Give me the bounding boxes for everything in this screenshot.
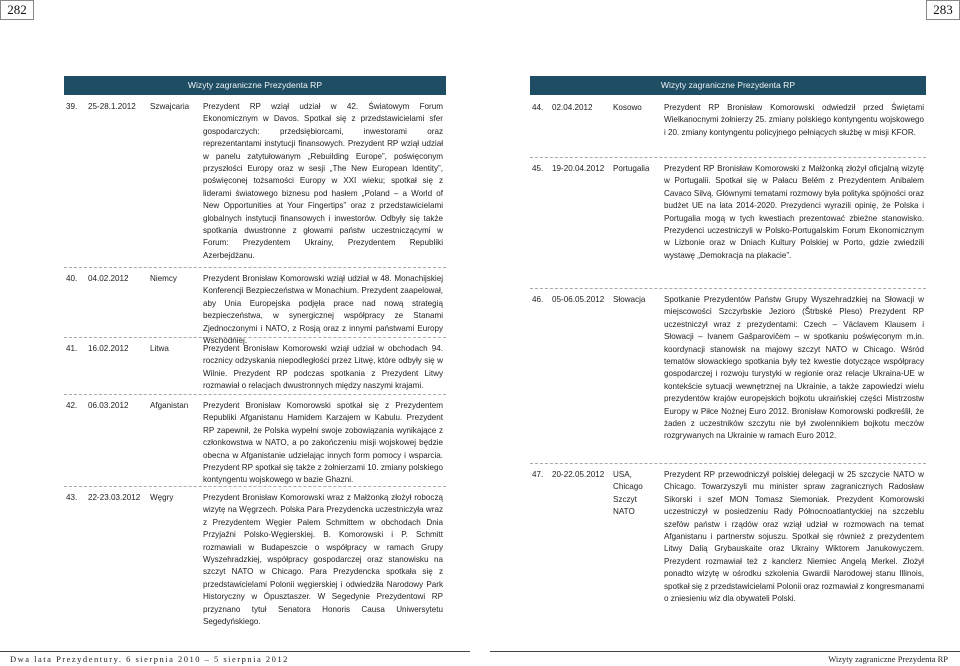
row-date: 20-22.05.2012: [552, 470, 605, 479]
row-divider: [530, 463, 926, 464]
row-number: 47.: [532, 470, 544, 479]
row-divider: [530, 157, 926, 158]
row-description: Prezydent Bronisław Komorowski wraz z Małżonką złożył roboczą wizytę na Węgrzech. Polska Para Prezydencka uczestniczyła wraz z Prezydentem Węgier Palem Schmittem w obchodach Dnia Przyjaźni Polsko-Węgierskiej. B. Komorowski i P. Schmitt rozmawiali w Budapeszcie o współpracy w ramach Grupy Wyszehradzkiej, współpracy gospodarczej oraz stanowisku na szczyt NATO w Chicago. Para Prezydencka spotkała się z przedstawicielami Polonii węgierskiej i odwiedziła Narodowy Park Historyczny w Ópusztaszer. W Segedynie Prezydentowi RP przyznano tytuł Senatora Honoris Causa Uniwersytetu Segedyńskiego.: [203, 493, 443, 627]
row-country: Kosowo: [613, 103, 642, 112]
footer-rule-right: [490, 651, 960, 652]
row-country: Węgry: [150, 493, 174, 502]
row-number: 40.: [66, 274, 78, 283]
row-country: Niemcy: [150, 274, 177, 283]
row-divider: [530, 288, 926, 289]
row-description: Prezydent Bronisław Komorowski wziął udział w 48. Monachijskiej Konferencji Bezpieczeństwa w Monachium. Prezydent zaapelował, aby Unia Europejska podjęła prace nad nową strategią bezpieczeństwa, w synergicznej współpracy ze Stanami Zjednoczonymi i NATO, z Rosją oraz z innymi państwami Europy Wschodniej.: [203, 274, 443, 346]
left-page: [64, 76, 446, 627]
row-date: 06.03.2012: [88, 401, 129, 410]
row-date: 04.02.2012: [88, 274, 129, 283]
table-header: Wizyty zagraniczne Prezydenta RP: [64, 76, 446, 95]
row-number: 42.: [66, 401, 78, 410]
row-description: Spotkanie Prezydentów Państw Grupy Wyszehradzkiej na Słowacji w miejscowości Szczyrbskie Jezioro (Štrbské Pleso) Prezydent RP uczestniczył wraz z prezydentami: Czech – Václavem Klausem i Słowacji – Ivanem Gašparovičem – w spotkaniu poświęconym m.in. koordynacji stanowisk na majowy szczyt NATO w Chicago. Wśród tematów słowackiego spotkania były też kwestie dotyczące współpracy gospodarczej i rozwoju turystyki w regionie oraz relacje Ukraina-UE w kontekście sytuacji wewnętrznej na Ukrainie, a także zapowiedzi wielu prezydentów krajów europejskich bojkotu ukraińskiej części Mistrzostw Europy w Piłce Nożnej Euro 2012. Bronisław Komorowski podkreślił, że żaden z uczestników szczytu nie był zwolennikiem bojkotu meczów rozgrywanych na Ukrainie w ramach Euro 2012.: [664, 295, 924, 441]
page-number-right: 283: [926, 0, 960, 20]
row-number: 45.: [532, 164, 544, 173]
row-date: 02.04.2012: [552, 103, 593, 112]
row-date: 16.02.2012: [88, 344, 129, 353]
row-date: 22-23.03.2012: [88, 493, 141, 502]
row-country: Afganistan: [150, 401, 189, 410]
right-page: [530, 76, 926, 604]
row-description: Prezydent RP Bronisław Komorowski z Małżonką złożył oficjalną wizytę w Portugalii. Spotkał się w Pałacu Belém z Prezydentem Anibalem Cavaco Silvą. Głównymi tematami rozmowy była polityka spójności oraz budżet UE na lata 2014-2020. Prezydenci wyrazili opinię, że Polska i Portugalia mogą w tych kwestiach prezentować zbieżne stanowisko. Prezydenci uczestniczyli w Polsko-Portugalskim Forum Ekonomicznym w Lizbonie oraz w Dniach Kultury Polskiej w Porto, gdzie zwiedzili wystawę „Demokracja na plakacie”.: [664, 164, 924, 260]
table-header: Wizyty zagraniczne Prezydenta RP: [530, 76, 926, 95]
footer-right: Wizyty zagraniczne Prezydenta RP: [828, 654, 948, 664]
row-divider: [64, 394, 446, 395]
row-description: Prezydent RP Bronisław Komorowski odwiedził przed Świętami Wielkanocnymi żołnierzy 25. zmiany polskiego kontyngentu wojskowego i 20. zmiany kontyngentu policyjnego pełniących służbę w misji KFOR.: [664, 103, 924, 137]
row-number: 44.: [532, 103, 544, 112]
row-description: Prezydent RP przewodniczył polskiej delegacji w 25 szczycie NATO w Chicago. Towarzyszyli mu minister spraw zagranicznych Radosław Sikorski i szef MON Tomasz Siemoniak. Prezydent Komorowski uczestniczył w posiedzeniu Rady Północnoatlantyckiej na szczeblu szefów państw i rządów oraz wziął udział w rozmowach na temat Afganistanu i partnerstw sojuszu. Spotkał się również z prezydentem Litwy Dalią Grybauskaite oraz Ukrainy Wiktorem Janukowyczem. Prezydent rozmawiał też z kanclerz Niemiec Angelą Merkel. Złożył ponadto wizytę w ośrodku szkolenia Gwardii Narodowej stanu Illinois, spotkał się z przedstawicielami Polonii oraz rozmawiał z kongresmanami o zniesieniu wiz dla obywateli Polski.: [664, 470, 924, 604]
row-number: 46.: [532, 295, 544, 304]
row-country: Szwajcaria: [150, 102, 190, 111]
row-country: Słowacja: [613, 295, 646, 304]
row-number: 41.: [66, 344, 78, 353]
page-number-left: 282: [0, 0, 34, 20]
row-number: 39.: [66, 102, 78, 111]
row-description: Prezydent Bronisław Komorowski spotkał się z Prezydentem Republiki Afganistanu Hamidem Karzajem w Kabulu. Prezydent RP zapewnił, że Polska wypełni swoje zobowiązania wynikające z członkowstwa w NATO, a po zakończeniu misji wojskowej będzie obecna w Afganistanie udzielając innych form pomocy i wsparcia. Prezydent RP spotkał się także z żołnierzami 10. zmiany polskiego kontyngentu wojskowego w bazie Ghazni.: [203, 401, 443, 485]
row-country: Portugalia: [613, 164, 650, 173]
footer-left: Dwa lata Prezydentury. 6 sierpnia 2010 – 5 sierpnia 2012: [10, 654, 289, 664]
footer-rule-left: [0, 651, 470, 652]
row-country: USA, Chicago Szczyt NATO: [613, 470, 643, 517]
row-number: 43.: [66, 493, 78, 502]
row-date: 19-20.04.2012: [552, 164, 605, 173]
row-date: 25-28.1.2012: [88, 102, 136, 111]
row-date: 05-06.05.2012: [552, 295, 605, 304]
row-divider: [64, 267, 446, 268]
row-description: Prezydent RP wziął udział w 42. Światowym Forum Ekonomicznym w Davos. Spotkał się z przedstawicielami sfer gospodarczych: przedsiębiorcami, inwestorami oraz reprezentantami instytucji finansowych. Prezydent RP wziął udział w panelu zatytułowanym „Rebuilding Europe”, poświęconym przyszłości Europy oraz w sesji „The New European Identity”, poświęconej tożsamości Europy w XXI wieku; spotkał się z liderami światowego biznesu pod hasłem „Poland – a World of New Opportunities at Your Fingertips” oraz z przedstawicielami globalnych instytucji finansowych i inwestorów. Odbyły się także spotkania dwustronne z głowami państw uczestniczącymi w Forum: Prezydentem Ukrainy, Prezydentem Republiki Azerbejdżanu.: [203, 102, 443, 260]
row-description: Prezydent Bronisław Komorowski wziął udział w obchodach 94. rocznicy odzyskania niepodległości przez Litwę, które odbyły się w Wilnie. Prezydent RP podczas spotkania z Prezydent Litwy rozmawiał o relacjach dwustronnych między naszymi krajami.: [203, 344, 443, 391]
row-divider: [64, 486, 446, 487]
row-country: Litwa: [150, 344, 169, 353]
row-divider: [64, 337, 446, 338]
